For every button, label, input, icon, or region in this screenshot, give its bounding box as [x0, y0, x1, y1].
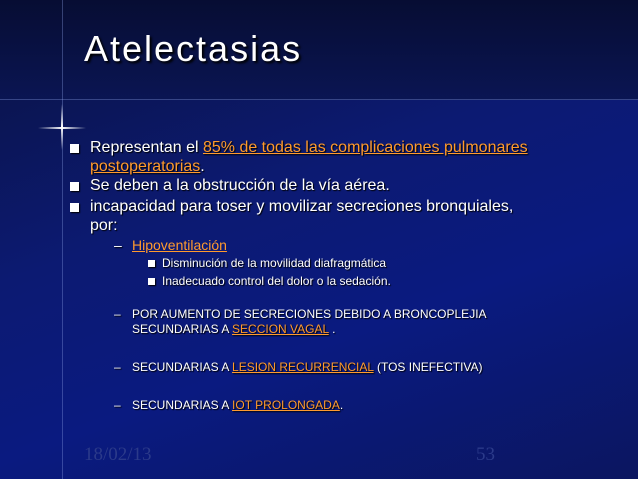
decor-horizontal-line	[0, 99, 638, 100]
sub-item-4	[132, 398, 343, 413]
footer-page-number: 53	[476, 444, 495, 465]
sub-sub-item-2: Inadecuado control del dolor o la sedación.	[162, 274, 391, 288]
sub-item-4-text: SECUNDARIAS A	[132, 398, 233, 412]
bullet-3-line-2: por:	[90, 217, 118, 234]
sub-sub-item-1: Disminución de la movilidad diafragmática	[162, 256, 387, 270]
bullet-2-text: Se deben a la obstrucción de la vía aérea.	[90, 177, 390, 194]
sub-item-2-line-2	[132, 322, 335, 337]
sub-item-2-end: .	[328, 322, 336, 336]
square-bullet-icon	[70, 203, 79, 212]
footer-date: 18/02/13	[84, 444, 152, 465]
sub-dash: –	[114, 360, 121, 374]
sub-dash: –	[114, 307, 121, 321]
sub-item-3	[132, 360, 483, 375]
square-bullet-icon	[148, 278, 155, 285]
bullet-3-line-1: incapacidad para toser y movilizar secreciones bronquiales,	[90, 198, 514, 215]
bullet-1-highlight: 85% de todas las complicaciones pulmonares	[202, 139, 528, 156]
decor-cross-vertical	[61, 104, 63, 150]
sub-item-2-highlight: SECCION VAGAL	[232, 322, 329, 336]
sub-item-hipoventilacion: Hipoventilación	[132, 237, 227, 253]
sub-item-4-end: .	[339, 398, 344, 412]
sub-dash: –	[114, 237, 122, 253]
sub-dash: –	[114, 398, 121, 412]
bullet-1-line-1	[90, 138, 528, 157]
square-bullet-icon	[148, 260, 155, 267]
square-bullet-icon	[70, 182, 79, 191]
sub-item-2-line-1: POR AUMENTO DE SECRECIONES DEBIDO A BRONCOPLEJIA	[132, 307, 487, 321]
bullet-1-end: .	[200, 158, 205, 175]
bullet-1-line-2	[90, 157, 205, 176]
bullet-1-text: Representan el	[90, 139, 203, 156]
sub-item-4-highlight: IOT PROLONGADA	[232, 398, 340, 412]
slide-title: Atelectasias	[84, 28, 303, 69]
sub-item-3-highlight: LESION RECURRENCIAL	[232, 360, 374, 374]
decor-vertical-line	[62, 0, 63, 479]
sub-item-3-end: (TOS INEFECTIVA)	[373, 360, 483, 374]
bullet-1-highlight-2: postoperatorias	[90, 158, 201, 175]
sub-item-3-text: SECUNDARIAS A	[132, 360, 233, 374]
sub-item-2-text: SECUNDARIAS A	[132, 322, 233, 336]
square-bullet-icon	[70, 144, 79, 153]
